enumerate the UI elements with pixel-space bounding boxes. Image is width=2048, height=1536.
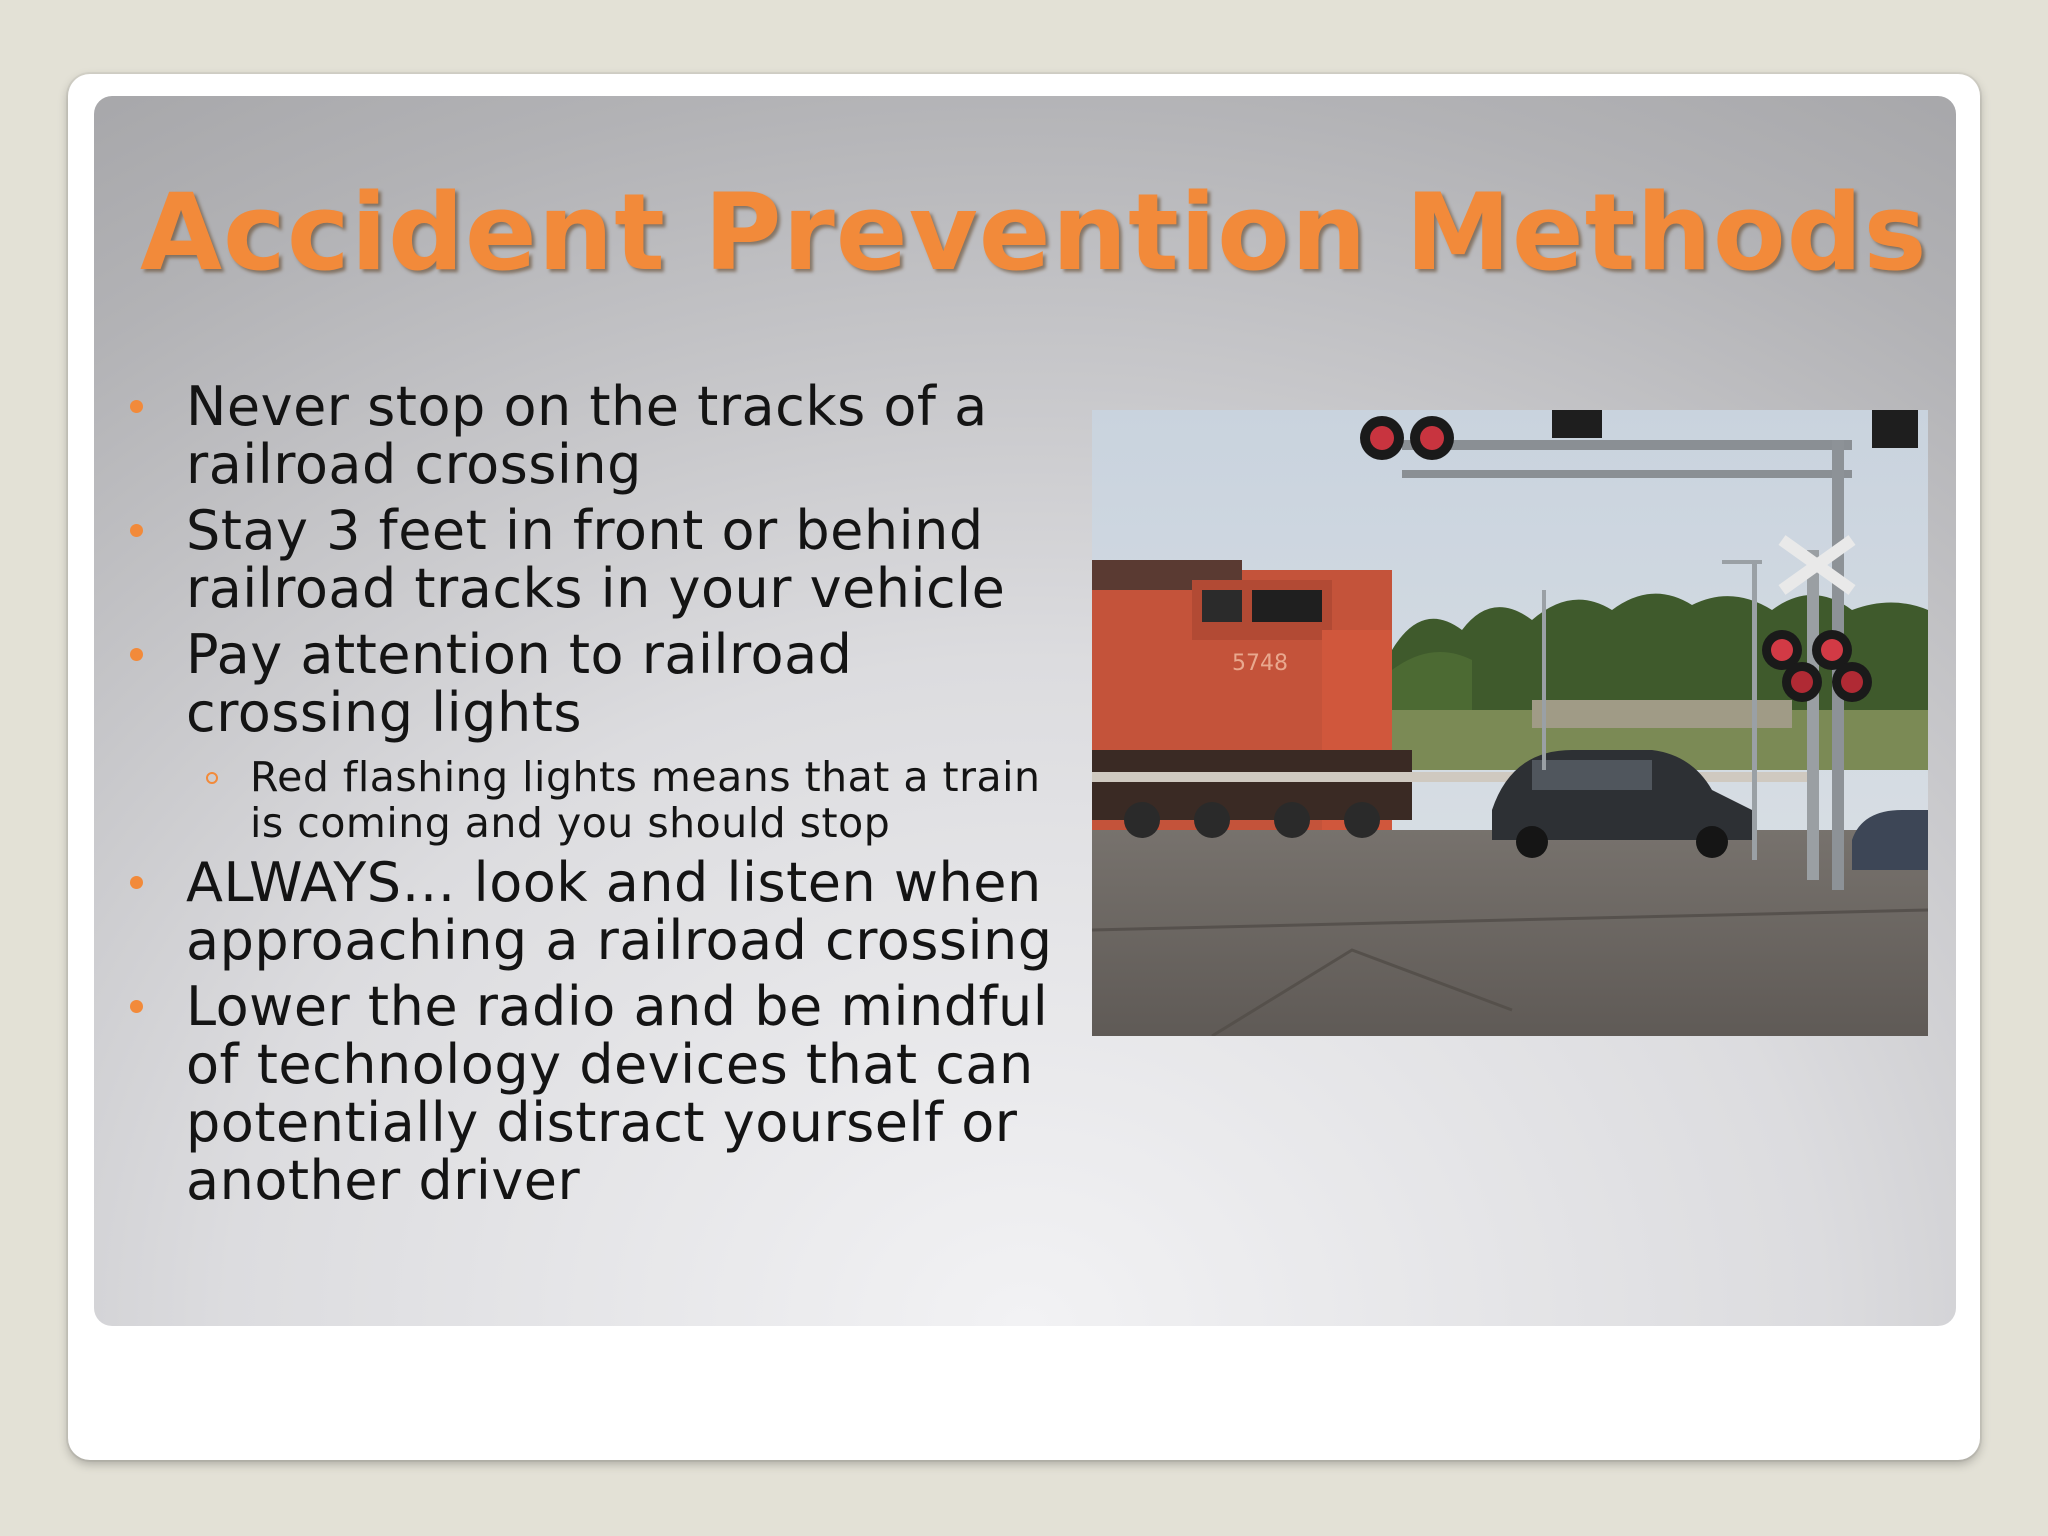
railroad-crossing-photo [1092,410,1928,1036]
bullet-item [130,851,1080,972]
bullet-item [130,975,1080,1212]
bullet-text: Stay 3 feet in front or behind railroad tracks in your vehicle [186,499,1006,620]
bullet-item [130,623,1080,847]
bullet-item [130,499,1080,620]
street-light-pole [1752,560,1757,860]
sub-bullet-item [186,754,1080,846]
sub-bullet-list [186,754,1080,846]
sub-bullet-text: Red flashing lights means that a train is coming and you should stop [250,753,1041,847]
locomotive [1092,560,1412,838]
road [1092,830,1928,1036]
bullet-text: Lower the radio and be mindful of technology devices that can potentially distract yourself or another driver [186,975,1049,1212]
bullet-dot-icon [130,400,143,413]
bullet-item [130,375,1080,496]
locomotive-number: 5748 [1232,651,1288,676]
slide-title: Accident Prevention Methods [140,171,1928,294]
bullet-dot-icon [130,524,143,537]
bullet-text: ALWAYS… look and listen when approaching a railroad crossing [186,851,1053,972]
bullet-dot-icon [130,648,143,661]
bullet-dot-icon [130,1000,143,1013]
bullet-list [130,375,1080,1218]
street-light-pole [1542,590,1546,770]
street-light-arm [1722,560,1762,564]
bullet-text: Never stop on the tracks of a railroad crossing [186,375,988,496]
bullet-dot-icon [130,876,143,889]
sub-bullet-ring-icon [206,772,218,784]
railroad-crossing-illustration [1092,410,1928,1036]
bullet-text: Pay attention to railroad crossing lights [186,623,853,744]
